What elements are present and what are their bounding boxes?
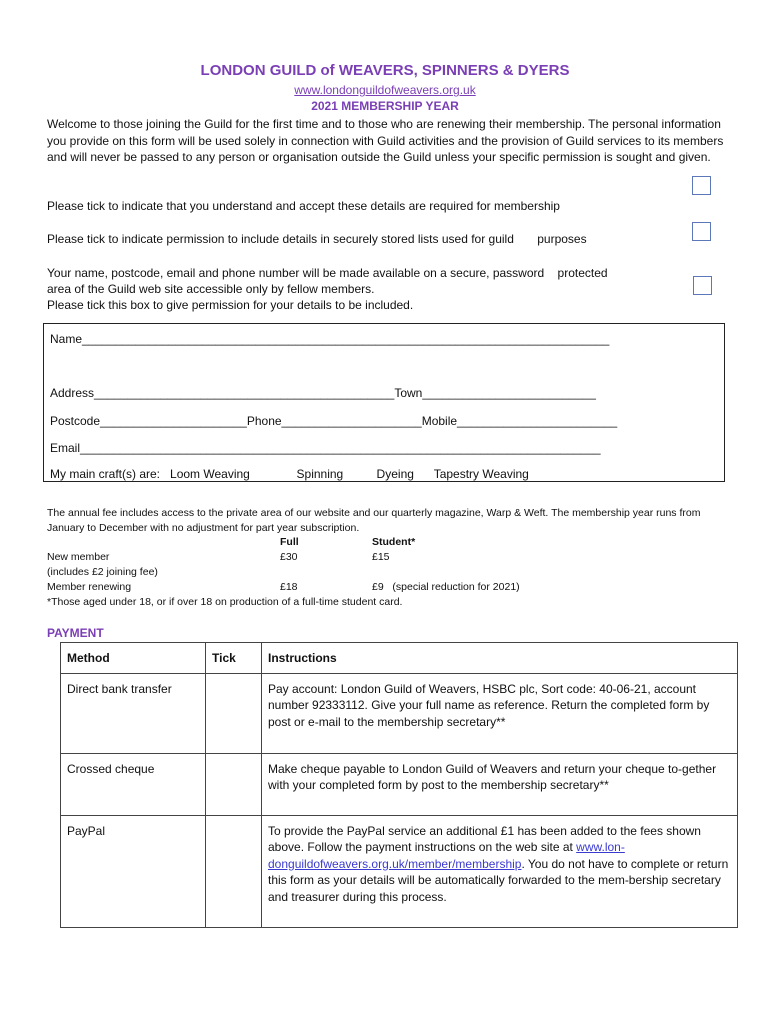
- payment-heading: PAYMENT: [47, 626, 104, 640]
- paypal-text-before: To provide the PayPal service an additional £1 has been added to the fees shown above. Follow the payment instructions on the web site at: [268, 823, 701, 854]
- website-link[interactable]: www.londonguildofweavers.org.uk: [294, 83, 476, 97]
- new-member-label: New member: [47, 551, 110, 563]
- consent-3-line-1: Your name, postcode, email and phone number will be made available on a secure, password protected: [47, 266, 608, 280]
- student-note: *Those aged under 18, or if over 18 on production of a full-time student card.: [47, 596, 403, 608]
- postcode-phone-mobile-field[interactable]: Postcode______________________Phone_____________________Mobile________________________: [50, 414, 618, 428]
- new-member-student-fee: £15: [372, 551, 390, 563]
- tick-paypal[interactable]: [206, 815, 262, 927]
- fee-col-full: Full: [280, 536, 299, 548]
- instructions-cheque: Make cheque payable to London Guild of Weavers and return your cheque to-gether with your completed form by post to the membership secretary**: [262, 753, 738, 815]
- new-member-full-fee: £30: [280, 551, 298, 563]
- consent-2-checkbox[interactable]: [692, 222, 711, 241]
- method-paypal: PayPal: [61, 815, 206, 927]
- consent-3-line-3: Please tick this box to give permission for your details to be included.: [47, 298, 414, 312]
- table-row: [61, 815, 738, 927]
- membership-year: 2021 MEMBERSHIP YEAR: [311, 99, 459, 113]
- main-craft-options[interactable]: My main craft(s) are: Loom Weaving Spinning Dyeing Tapestry Weaving: [50, 467, 529, 481]
- renewing-full-fee: £18: [280, 581, 298, 593]
- paypal-text-after: . You do not have to complete or return this form as your details will be automatically forwarded to the mem-bership secretary and treasurer during this process.: [268, 856, 729, 904]
- membership-page-link[interactable]: www.lon-donguildofweavers.org.uk/member/membership: [268, 840, 625, 871]
- address-town-field[interactable]: Address_____________________________________________Town__________________________: [50, 386, 596, 400]
- consent-1-checkbox[interactable]: [692, 176, 711, 195]
- payment-table: [60, 642, 738, 928]
- fee-description: The annual fee includes access to the private area of our website and our quarterly magazine, Warp & Weft. The membership year runs from January to December with no adjustment for part year subscription.: [47, 507, 701, 534]
- instructions-paypal: [262, 815, 738, 927]
- table-header-row: [61, 643, 738, 674]
- col-tick-header: Tick: [206, 643, 262, 674]
- name-field[interactable]: Name_______________________________________________________________________________: [50, 332, 610, 346]
- email-field[interactable]: Email______________________________________________________________________________: [50, 441, 601, 455]
- col-instructions-header: Instructions: [262, 643, 738, 674]
- consent-3-checkbox[interactable]: [693, 276, 712, 295]
- welcome-paragraph: Welcome to those joining the Guild for the first time and to those who are renewing their membership. The personal information you provide on this form will be used solely in connection with Guild activities and the provision of Guild services to its members and will never be passed to any person or organisation outside the Guild unless your specific permission is sought and given.: [47, 117, 724, 164]
- consent-3-line-2: area of the Guild web site accessible only by fellow members.: [47, 282, 375, 296]
- col-method-header: Method: [61, 643, 206, 674]
- renewing-label: Member renewing: [47, 581, 132, 593]
- consent-1-text: Please tick to indicate that you understand and accept these details are required for membership: [47, 199, 560, 213]
- renewing-student-fee: £9 (special reduction for 2021): [372, 581, 520, 593]
- tick-cheque[interactable]: [206, 753, 262, 815]
- fee-col-student: Student*: [372, 536, 416, 548]
- member-details-form: [43, 323, 725, 482]
- page-title: LONDON GUILD of WEAVERS, SPINNERS & DYERS: [200, 62, 570, 79]
- table-row: [61, 753, 738, 815]
- tick-bank-transfer[interactable]: [206, 673, 262, 753]
- consent-2-text: Please tick to indicate permission to include details in securely stored lists used for guild purposes: [47, 232, 587, 246]
- method-bank-transfer: Direct bank transfer: [61, 673, 206, 753]
- instructions-bank-transfer: Pay account: London Guild of Weavers, HSBC plc, Sort code: 40-06-21, account number 92333112. Give your full name as reference. Return the completed form by post or e-mail to the membership secretary**: [262, 673, 738, 753]
- method-cheque: Crossed cheque: [61, 753, 206, 815]
- table-row: [61, 673, 738, 753]
- joining-fee-note: (includes £2 joining fee): [47, 566, 158, 578]
